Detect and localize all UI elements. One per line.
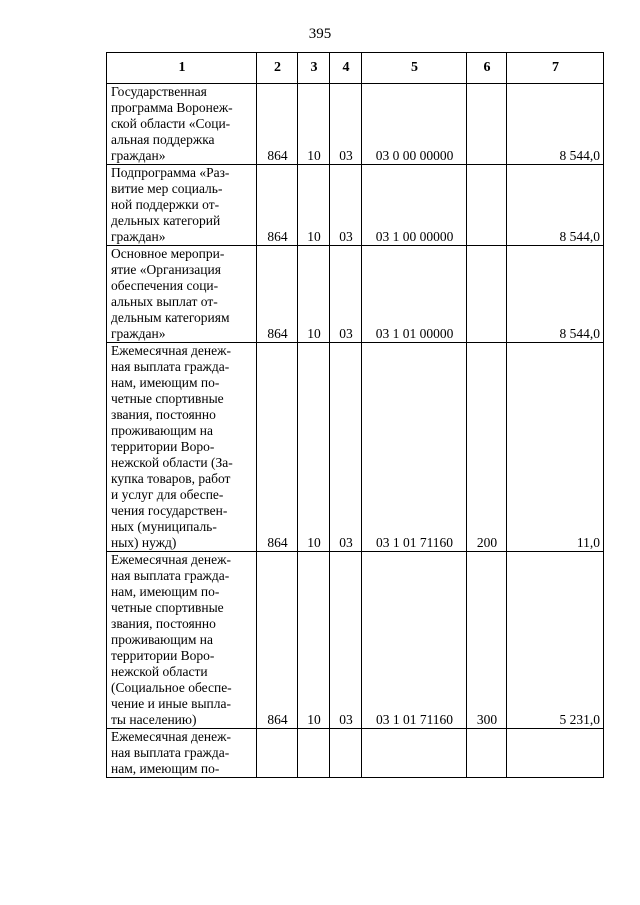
cell-c3: 10 — [298, 343, 330, 552]
row-name-line: программа Воронеж- — [111, 100, 233, 115]
cell-c2: 864 — [257, 343, 298, 552]
row-name-line: Ежемесячная денеж- — [111, 729, 231, 744]
cell-c3 — [298, 729, 330, 778]
row-name-cell — [107, 246, 257, 343]
row-name-line: ты населению) — [111, 712, 197, 727]
row-name-line: купка товаров, работ — [111, 471, 231, 486]
cell-c5 — [362, 729, 467, 778]
table-row — [107, 246, 604, 343]
col-header-5: 5 — [362, 53, 467, 84]
table-row — [107, 552, 604, 729]
cell-c7: 5 231,0 — [507, 552, 604, 729]
row-name-line: обеспечения соци- — [111, 278, 219, 293]
row-name-line: граждан» — [111, 326, 166, 341]
table-row — [107, 165, 604, 246]
cell-c3: 10 — [298, 552, 330, 729]
table-row — [107, 729, 604, 778]
cell-c2: 864 — [257, 165, 298, 246]
row-name-line: нежской области — [111, 664, 208, 679]
row-name-line: территории Воро- — [111, 439, 215, 454]
cell-c5: 03 0 00 00000 — [362, 84, 467, 165]
row-name-line: дельных категорий — [111, 213, 221, 228]
row-name-line: ная выплата гражда- — [111, 745, 230, 760]
cell-c5: 03 1 01 00000 — [362, 246, 467, 343]
row-name-line: витие мер социаль- — [111, 181, 223, 196]
col-header-6: 6 — [467, 53, 507, 84]
row-name-line: граждан» — [111, 229, 166, 244]
row-name-line: ных) нужд) — [111, 535, 177, 550]
cell-c6 — [467, 165, 507, 246]
row-name-line: территории Воро- — [111, 648, 215, 663]
row-name-line: Основное меропри- — [111, 246, 225, 261]
cell-c4: 03 — [330, 552, 362, 729]
cell-c5: 03 1 01 71160 — [362, 343, 467, 552]
table-row — [107, 343, 604, 552]
row-name-line: ная выплата гражда- — [111, 568, 230, 583]
cell-c6: 300 — [467, 552, 507, 729]
row-name-line: ятие «Организация — [111, 262, 221, 277]
row-name-cell — [107, 343, 257, 552]
col-header-2: 2 — [257, 53, 298, 84]
cell-c4: 03 — [330, 165, 362, 246]
row-name-line: (Социальное обеспе- — [111, 680, 232, 695]
row-name-line: граждан» — [111, 148, 166, 163]
row-name-line: проживающим на — [111, 632, 213, 647]
row-name-line: чение и иные выпла- — [111, 696, 231, 711]
cell-c4 — [330, 729, 362, 778]
col-header-7: 7 — [507, 53, 604, 84]
row-name-line: ных (муниципаль- — [111, 519, 217, 534]
row-name-cell — [107, 84, 257, 165]
budget-table — [106, 52, 604, 778]
cell-c7: 8 544,0 — [507, 84, 604, 165]
cell-c4: 03 — [330, 246, 362, 343]
cell-c3: 10 — [298, 165, 330, 246]
col-header-1: 1 — [107, 53, 257, 84]
cell-c6 — [467, 246, 507, 343]
row-name-line: четные спортивные — [111, 600, 224, 615]
row-name-line: проживающим на — [111, 423, 213, 438]
cell-c7: 8 544,0 — [507, 246, 604, 343]
row-name-line: чения государствен- — [111, 503, 228, 518]
row-name-line: Государственная — [111, 84, 207, 99]
row-name-line: альная поддержка — [111, 132, 215, 147]
row-name-line: звания, постоянно — [111, 616, 216, 631]
cell-c7: 11,0 — [507, 343, 604, 552]
header-row — [107, 53, 604, 84]
cell-c5: 03 1 01 71160 — [362, 552, 467, 729]
row-name-line: ной поддержки от- — [111, 197, 220, 212]
cell-c3: 10 — [298, 246, 330, 343]
row-name-line: Ежемесячная денеж- — [111, 552, 231, 567]
row-name-line: нежской области (За- — [111, 455, 233, 470]
cell-c7 — [507, 729, 604, 778]
cell-c3: 10 — [298, 84, 330, 165]
row-name-line: нам, имеющим по- — [111, 584, 220, 599]
cell-c7: 8 544,0 — [507, 165, 604, 246]
cell-c6 — [467, 84, 507, 165]
row-name-line: альных выплат от- — [111, 294, 218, 309]
row-name-line: ная выплата гражда- — [111, 359, 230, 374]
row-name-cell — [107, 165, 257, 246]
cell-c6: 200 — [467, 343, 507, 552]
col-header-3: 3 — [298, 53, 330, 84]
cell-c2: 864 — [257, 552, 298, 729]
row-name-line: нам, имеющим по- — [111, 761, 220, 776]
cell-c2: 864 — [257, 246, 298, 343]
col-header-4: 4 — [330, 53, 362, 84]
row-name-cell — [107, 552, 257, 729]
row-name-line: звания, постоянно — [111, 407, 216, 422]
page-number: 395 — [308, 26, 332, 42]
row-name-line: Ежемесячная денеж- — [111, 343, 231, 358]
cell-c6 — [467, 729, 507, 778]
cell-c2: 864 — [257, 84, 298, 165]
cell-c4: 03 — [330, 84, 362, 165]
row-name-line: Подпрограмма «Раз- — [111, 165, 230, 180]
cell-c4: 03 — [330, 343, 362, 552]
cell-c5: 03 1 00 00000 — [362, 165, 467, 246]
table-body — [107, 84, 604, 778]
row-name-line: нам, имеющим по- — [111, 375, 220, 390]
row-name-line: и услуг для обеспе- — [111, 487, 224, 502]
row-name-cell — [107, 729, 257, 778]
table-row — [107, 84, 604, 165]
row-name-line: четные спортивные — [111, 391, 224, 406]
row-name-line: ской области «Соци- — [111, 116, 231, 131]
row-name-line: дельным категориям — [111, 310, 230, 325]
cell-c2 — [257, 729, 298, 778]
